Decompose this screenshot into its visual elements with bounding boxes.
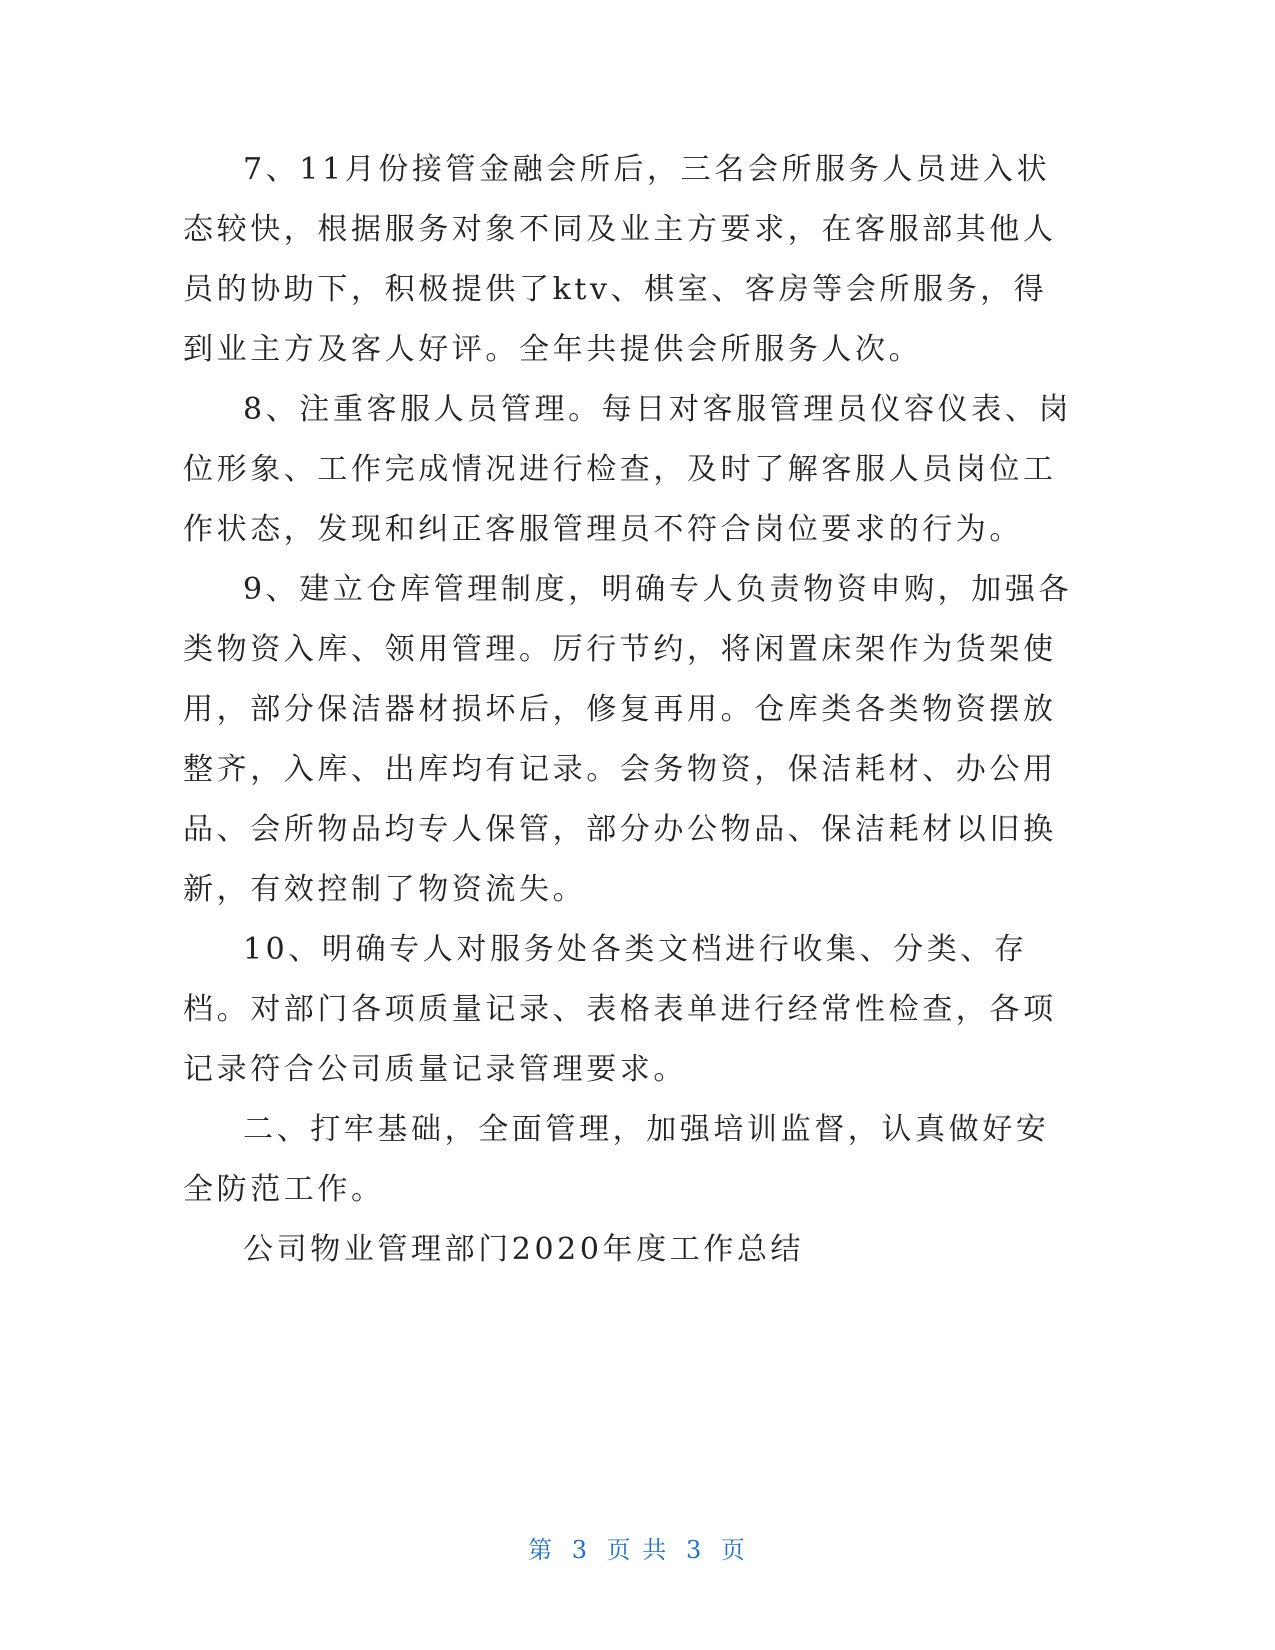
page-footer	[0, 1530, 1275, 1565]
footer-prefix: 第	[528, 1536, 555, 1564]
paragraph-item-8: 8、注重客服人员管理。每日对客服管理员仪容仪表、岗位形象、工作完成情况进行检查，及时了解客服人员岗位工作状态，发现和纠正客服管理员不符合岗位要求的行为。	[183, 392, 1073, 547]
paragraph-item-7: 7、11月份接管金融会所后，三名会所服务人员进入状态较快，根据服务对象不同及业主方要求，在客服部其他人员的协助下，积极提供了ktv、棋室、客房等会所服务，得到业主方及客人好评。全年共提供会所服务人次。	[183, 152, 1057, 367]
footer-suffix: 页	[720, 1536, 747, 1564]
paragraph-item-9: 9、建立仓库管理制度，明确专人负责物资申购，加强各类物资入库、领用管理。厉行节约，将闲置床架作为货架使用，部分保洁器材损坏后，修复再用。仓库类各类物资摆放整齐，入库、出库均有记录。会务物资，保洁耗材、办公用品、会所物品均专人保管，部分办公物品、保洁耗材以旧换新，有效控制了物资流失。	[183, 572, 1073, 907]
section-heading-2: 二、打牢基础，全面管理，加强培训监督，认真做好安全防范工作。	[183, 1112, 1050, 1207]
footer-current-page: 3	[571, 1536, 590, 1564]
footer-middle: 页 共	[606, 1536, 669, 1564]
footer-total-pages: 3	[685, 1536, 704, 1564]
document-title-line: 公司物业管理部门2020年度工作总结	[243, 1232, 805, 1267]
paragraph-item-10: 10、明确专人对服务处各类文档进行收集、分类、存档。对部门各项质量记录、表格表单进行经常性检查，各项记录符合公司质量记录管理要求。	[183, 932, 1057, 1087]
document-body	[183, 140, 1073, 1280]
